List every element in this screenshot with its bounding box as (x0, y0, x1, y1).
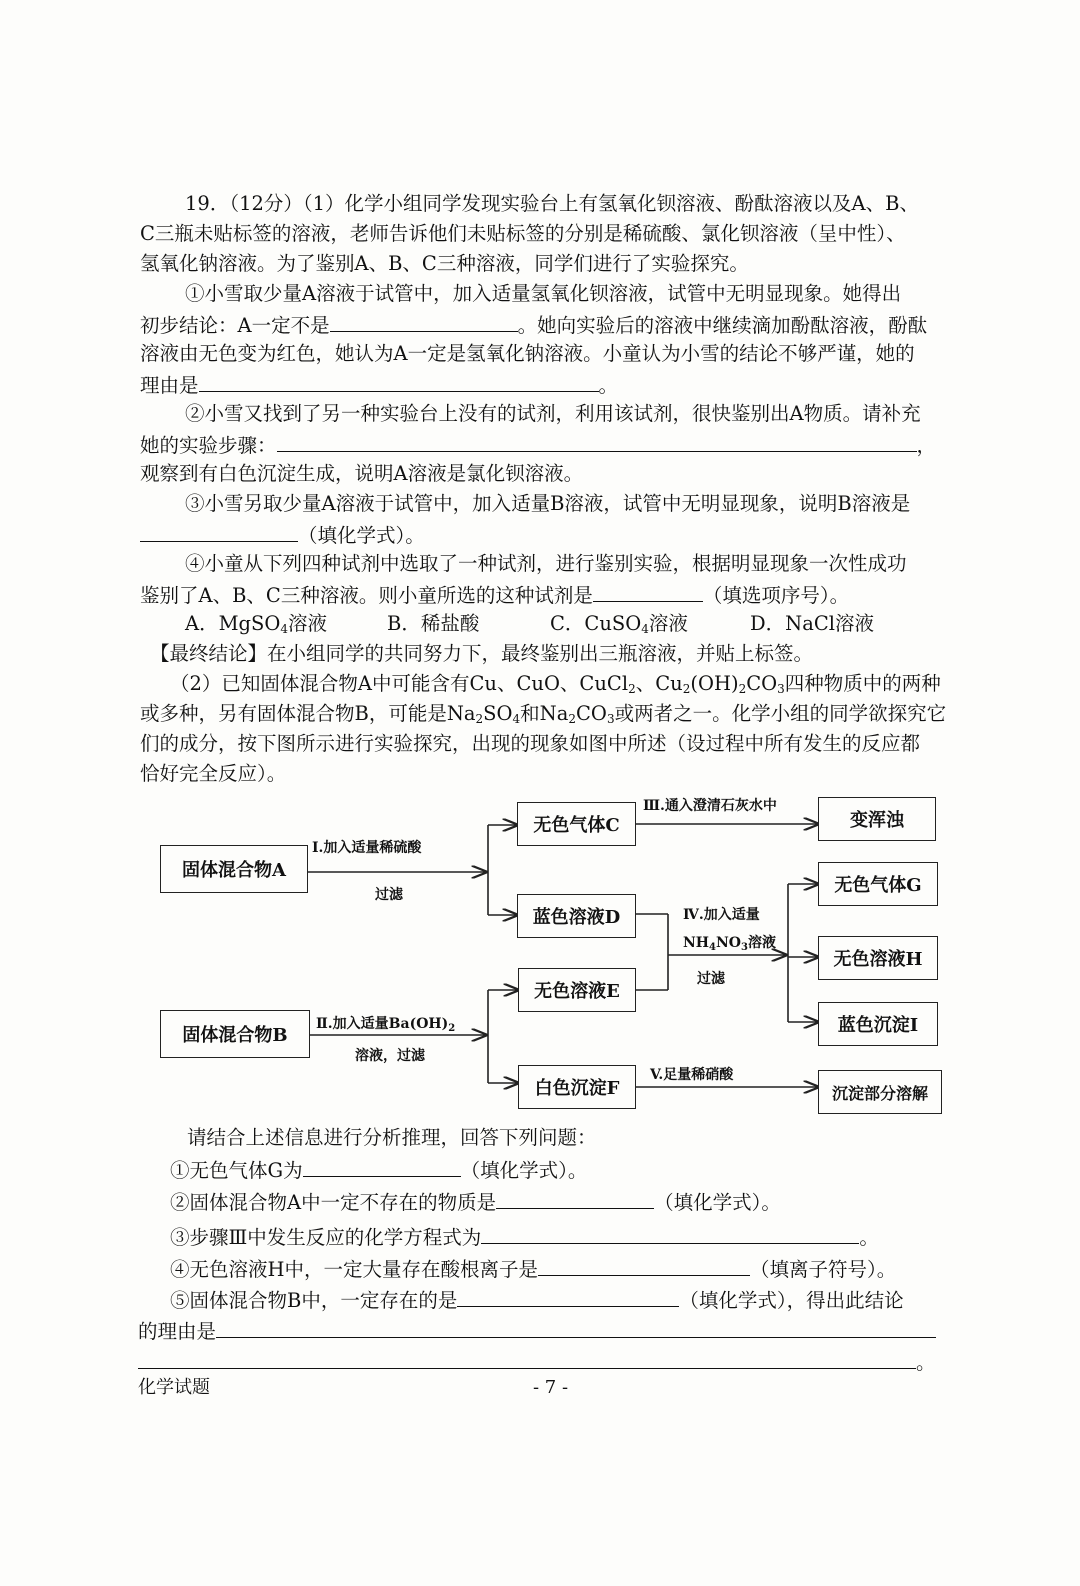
option-d: D．NaCl溶液 (750, 612, 874, 635)
question-2: ②固体混合物A中一定不存在的物质是 （填化学式）。 (170, 1186, 985, 1218)
label-step-5: V.足量稀硝酸 (650, 1067, 734, 1083)
answer-blank-q5b[interactable] (216, 1315, 936, 1338)
question-3: ③步骤Ⅲ中发生反应的化学方程式为 。 (170, 1221, 985, 1253)
part2-line-b: 或多种，另有固体混合物B，可能是$Na_2SO_4$和$Na_2CO_3$或两者之一。化学小组的同学欲探究它 (140, 702, 947, 726)
answer-blank-q1[interactable] (303, 1154, 461, 1177)
box-solid-mixture-b: 固体混合物B (160, 1010, 310, 1058)
question-5-reason-cont: 。 (138, 1346, 953, 1378)
answer-blank-3[interactable] (277, 429, 917, 452)
option-c: C．CuSO$_4$溶液 (550, 612, 688, 636)
answer-blank-q2[interactable] (496, 1186, 654, 1209)
question-5-reason: 的理由是 (138, 1315, 953, 1347)
label-step-1-filter: 过滤 (375, 887, 403, 903)
question-1: ①无色气体G为 （填化学式）。 (170, 1154, 985, 1186)
option-a: A．MgSO$_4$溶液 (185, 612, 328, 636)
step1-line-c: 溶液由无色变为红色，她认为A一定是氢氧化钠溶液。小童认为小雪的结论不够严谨，她的 (140, 342, 915, 365)
step1-line-a: ①小雪取少量A溶液于试管中，加入适量氢氧化钡溶液，试管中无明显现象。她得出 (185, 282, 902, 305)
box-colorless-solution-h: 无色溶液H (818, 936, 938, 980)
part2-line-a: （2）已知固体混合物A中可能含有Cu、CuO、CuCl$_2$、$Cu_2(OH)_2CO_3$四种物质中的两种 (170, 672, 941, 696)
label-step-3: Ⅲ.通入澄清石灰水中 (643, 798, 777, 814)
box-precipitate-partially-dissolves: 沉淀部分溶解 (818, 1070, 942, 1114)
box-blue-precipitate-i: 蓝色沉淀I (818, 1002, 938, 1046)
answer-blank-5[interactable] (593, 579, 703, 602)
answer-blank-q3[interactable] (481, 1221, 859, 1244)
step4-line-a: ④小童从下列四种试剂中选取了一种试剂，进行鉴别实验，根据明显现象一次性成功 (185, 552, 907, 575)
part2-line-c: 们的成分，按下图所示进行实验探究，出现的现象如图中所述（设过程中所有发生的反应都 (140, 732, 921, 755)
step3-line-a: ③小雪另取少量A溶液于试管中，加入适量B溶液，试管中无明显现象，说明B溶液是 (185, 492, 911, 515)
label-step-4: Ⅳ.加入适量 (683, 907, 760, 923)
question-4: ④无色溶液H中，一定大量存在酸根离子是 （填离子符号）。 (170, 1253, 985, 1285)
answer-blank-q5c[interactable] (138, 1346, 916, 1369)
q19-line-2: C三瓶未贴标签的溶液，老师告诉他们未贴标签的分别是稀硫酸、氯化钡溶液（呈中性）、 (140, 222, 906, 245)
box-white-precipitate-f: 白色沉淀F (518, 1065, 636, 1109)
option-b: B．稀盐酸 (387, 612, 480, 635)
answer-blank-1[interactable] (330, 309, 518, 332)
footer-page-number: - 7 - (533, 1377, 569, 1398)
step2-line-a: ②小雪又找到了另一种实验台上没有的试剂，利用该试剂，很快鉴别出A物质。请补充 (185, 402, 921, 425)
part2-line-d: 恰好完全反应）。 (140, 762, 287, 785)
answer-blank-q5a[interactable] (457, 1284, 679, 1307)
box-colorless-gas-c: 无色气体C (517, 802, 636, 846)
label-step-1: Ⅰ.加入适量稀硫酸 (312, 840, 422, 856)
step3-line-b: （填化学式）。 (140, 519, 955, 551)
step1-line-d: 理由是 。 (140, 369, 955, 401)
box-colorless-gas-g: 无色气体G (818, 862, 938, 906)
label-step-4-filter: 过滤 (697, 971, 725, 987)
step1-line-b: 初步结论：A一定不是 。她向实验后的溶液中继续滴加酚酞溶液，酚酞 (140, 309, 955, 341)
answer-blank-q4[interactable] (538, 1253, 750, 1276)
question-5: ⑤固体混合物B中，一定存在的是 （填化学式），得出此结论 (170, 1284, 985, 1316)
questions-intro: 请结合上述信息进行分析推理，回答下列问题： (187, 1126, 597, 1149)
label-step-4-reagent: $NH_4NO_3$溶液 (683, 935, 776, 953)
box-turbid: 变浑浊 (818, 797, 936, 841)
final-conclusion: 【最终结论】在小组同学的共同努力下，最终鉴别出三瓶溶液，并贴上标签。 (150, 642, 814, 665)
footer-subject: 化学试题 (138, 1377, 210, 1398)
step2-line-b: 她的实验步骤： ， (140, 429, 955, 461)
step2-line-c: 观察到有白色沉淀生成，说明A溶液是氯化钡溶液。 (140, 462, 584, 485)
box-colorless-solution-e: 无色溶液E (518, 968, 636, 1012)
label-step-2-filter: 溶液，过滤 (355, 1048, 425, 1064)
step4-line-b: 鉴别了A、B、C三种溶液。则小童所选的这种试剂是 （填选项序号）。 (140, 579, 955, 611)
q19-header: 19．（12分）（1）化学小组同学发现实验台上有氢氧化钡溶液、酚酞溶液以及A、B、 (185, 192, 919, 215)
q19-line-3: 氢氧化钠溶液。为了鉴别A、B、C三种溶液，同学们进行了实验探究。 (140, 252, 749, 275)
box-blue-solution-d: 蓝色溶液D (517, 894, 636, 938)
box-solid-mixture-a: 固体混合物A (160, 845, 308, 893)
answer-blank-2[interactable] (199, 369, 599, 392)
label-step-2: Ⅱ.加入适量$Ba(OH)_2$ (316, 1016, 456, 1034)
answer-blank-4[interactable] (140, 519, 298, 542)
